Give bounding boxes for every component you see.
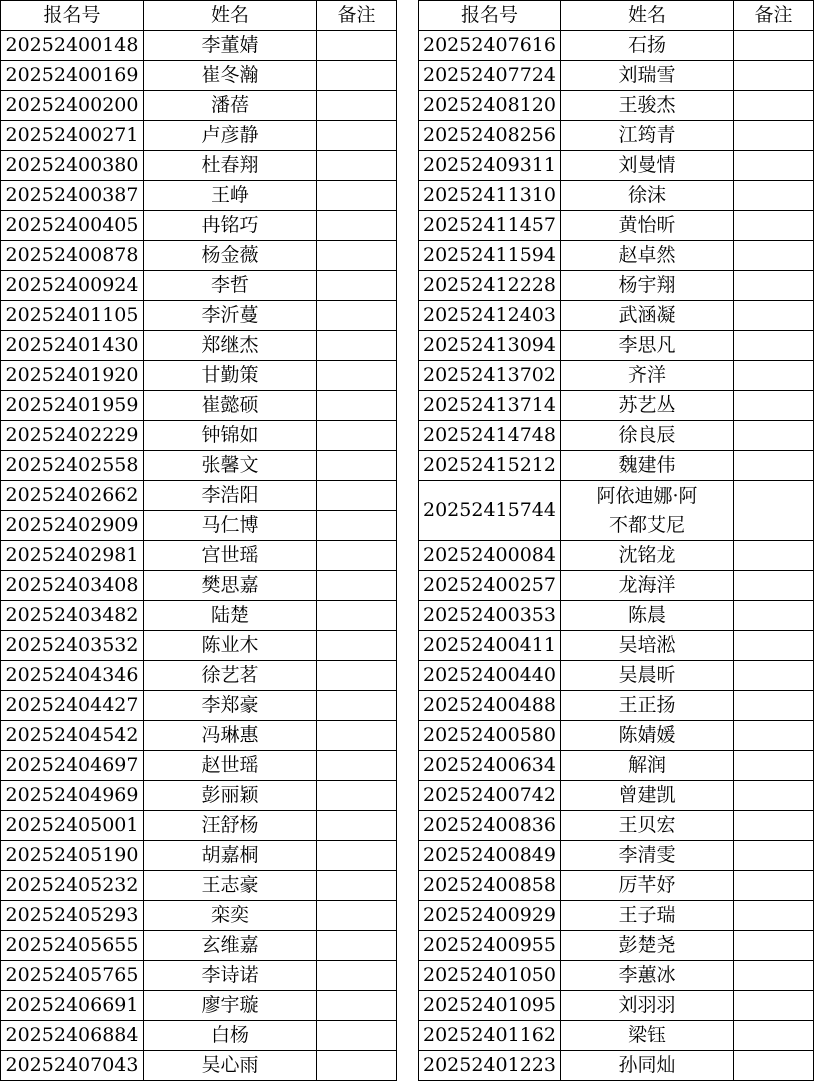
- applicant-id-cell: 20252400858: [419, 871, 561, 901]
- table-row: [419, 661, 814, 691]
- note-cell: [734, 811, 814, 841]
- applicant-name-line: 不都艾尼: [608, 513, 685, 536]
- applicant-name-cell: 潘蓓: [144, 91, 317, 121]
- note-cell: [317, 781, 397, 811]
- applicant-name-cell: 厉芊妤: [561, 871, 734, 901]
- applicant-name-cell: 郑继杰: [144, 331, 317, 361]
- applicant-name-cell: 李沂蔓: [144, 301, 317, 331]
- table-row: [1, 301, 397, 331]
- applicant-id-cell: 20252403408: [1, 571, 144, 601]
- table-row: [1, 571, 397, 601]
- note-cell: [734, 181, 814, 211]
- applicant-id-cell: 20252400405: [1, 211, 144, 241]
- applicant-name-cell: 魏建伟: [561, 451, 734, 481]
- note-cell: [734, 751, 814, 781]
- table-row: [419, 31, 814, 61]
- table-row: [419, 901, 814, 931]
- applicant-name-cell: 杨宇翔: [561, 271, 734, 301]
- table-row: [1, 511, 397, 541]
- applicant-id-cell: 20252400353: [419, 601, 561, 631]
- note-cell: [734, 931, 814, 961]
- applicant-id-cell: 20252407043: [1, 1051, 144, 1081]
- table-row: [1, 91, 397, 121]
- applicant-id-cell: 20252407724: [419, 61, 561, 91]
- applicant-name-cell: 李蕙冰: [561, 961, 734, 991]
- note-cell: [734, 571, 814, 601]
- table-row: [419, 931, 814, 961]
- table-row: [419, 271, 814, 301]
- table-row: [1, 931, 397, 961]
- table-row: [1, 661, 397, 691]
- table-row: [419, 691, 814, 721]
- table-row: [1, 901, 397, 931]
- table-row: [1, 601, 397, 631]
- applicant-id-cell: 20252411310: [419, 181, 561, 211]
- note-cell: [734, 121, 814, 151]
- note-cell: [317, 151, 397, 181]
- applicant-name-cell: 樊思嘉: [144, 571, 317, 601]
- applicant-name-cell: 王子瑞: [561, 901, 734, 931]
- table-row: [419, 601, 814, 631]
- note-cell: [734, 31, 814, 61]
- applicant-id-cell: 20252400924: [1, 271, 144, 301]
- applicant-name-cell: 沈铭龙: [561, 541, 734, 571]
- applicant-id-cell: 20252407616: [419, 31, 561, 61]
- applicant-id-cell: 20252409311: [419, 151, 561, 181]
- applicant-id-cell: 20252405293: [1, 901, 144, 931]
- applicant-id-cell: 20252400257: [419, 571, 561, 601]
- note-cell: [317, 271, 397, 301]
- table-row: [419, 1021, 814, 1051]
- note-cell: [734, 151, 814, 181]
- header-name: 姓名: [561, 1, 734, 31]
- applicant-id-cell: 20252404542: [1, 721, 144, 751]
- note-cell: [317, 991, 397, 1021]
- applicant-name-cell: 李董婧: [144, 31, 317, 61]
- header-note: 备注: [317, 1, 397, 31]
- table-row: [1, 781, 397, 811]
- table-row: [1, 961, 397, 991]
- applicant-name-cell: 甘勤策: [144, 361, 317, 391]
- note-cell: [734, 871, 814, 901]
- note-cell: [317, 721, 397, 751]
- note-cell: [317, 481, 397, 511]
- applicant-name-cell: 李浩阳: [144, 481, 317, 511]
- applicant-id-cell: 20252400271: [1, 121, 144, 151]
- applicant-name-cell: 宫世瑶: [144, 541, 317, 571]
- applicant-id-cell: 20252403532: [1, 631, 144, 661]
- table-row: [1, 991, 397, 1021]
- applicant-name-cell: 汪舒杨: [144, 811, 317, 841]
- applicant-id-cell: 20252414748: [419, 421, 561, 451]
- note-cell: [317, 1021, 397, 1051]
- table-row: [1, 541, 397, 571]
- applicant-name-cell: 王骏杰: [561, 91, 734, 121]
- note-cell: [734, 601, 814, 631]
- applicant-id-cell: 20252401050: [419, 961, 561, 991]
- note-cell: [734, 331, 814, 361]
- applicant-name-cell: 李思凡: [561, 331, 734, 361]
- table-row: [1, 721, 397, 751]
- table-row: [419, 721, 814, 751]
- applicant-name-cell: 卢彦静: [144, 121, 317, 151]
- note-cell: [317, 691, 397, 721]
- applicant-name-cell: 徐艺茗: [144, 661, 317, 691]
- applicant-id-cell: 20252411594: [419, 241, 561, 271]
- table-row: [1, 151, 397, 181]
- applicant-id-cell: 20252412403: [419, 301, 561, 331]
- table-row: [1, 481, 397, 511]
- table-row: [419, 631, 814, 661]
- note-cell: [317, 211, 397, 241]
- applicant-id-cell: 20252401162: [419, 1021, 561, 1051]
- note-cell: [734, 301, 814, 331]
- table-row: [1, 121, 397, 151]
- applicant-id-cell: 20252400440: [419, 661, 561, 691]
- applicant-id-cell: 20252408256: [419, 121, 561, 151]
- applicant-name-cell: 齐洋: [561, 361, 734, 391]
- applicant-id-cell: 20252405655: [1, 931, 144, 961]
- applicant-name-cell: 王贝宏: [561, 811, 734, 841]
- applicant-name-cell: 刘羽羽: [561, 991, 734, 1021]
- applicant-id-cell: 20252400380: [1, 151, 144, 181]
- applicant-name-cell: [561, 481, 734, 541]
- header-name: 姓名: [144, 1, 317, 31]
- applicant-id-cell: 20252400580: [419, 721, 561, 751]
- note-cell: [317, 751, 397, 781]
- note-cell: [317, 571, 397, 601]
- table-row: [1, 811, 397, 841]
- applicant-name-cell: 李哲: [144, 271, 317, 301]
- table-row: [1, 391, 397, 421]
- table-row: [419, 151, 814, 181]
- applicant-id-cell: 20252401095: [419, 991, 561, 1021]
- table-row: [419, 541, 814, 571]
- applicant-id-cell: 20252405001: [1, 811, 144, 841]
- table-row: [1, 421, 397, 451]
- applicant-id-cell: 20252404697: [1, 751, 144, 781]
- applicant-id-cell: 20252415744: [419, 481, 561, 541]
- note-cell: [734, 421, 814, 451]
- applicant-name-cell: 冉铭巧: [144, 211, 317, 241]
- table-row: [1, 211, 397, 241]
- applicant-name-cell: 陈业木: [144, 631, 317, 661]
- applicant-name-cell: 梁钰: [561, 1021, 734, 1051]
- note-cell: [734, 1021, 814, 1051]
- table-row: [1, 331, 397, 361]
- header-id: 报名号: [419, 1, 561, 31]
- table-row: [1, 1051, 397, 1081]
- note-cell: [317, 811, 397, 841]
- applicant-id-cell: 20252408120: [419, 91, 561, 121]
- applicant-id-cell: 20252401223: [419, 1051, 561, 1081]
- applicant-name-cell: 栾奕: [144, 901, 317, 931]
- table-row: [419, 391, 814, 421]
- applicant-name-cell: 冯琳惠: [144, 721, 317, 751]
- applicant-id-cell: 20252405765: [1, 961, 144, 991]
- applicant-name-cell: 胡嘉桐: [144, 841, 317, 871]
- table-row: [419, 211, 814, 241]
- applicant-name-cell: 江筠青: [561, 121, 734, 151]
- applicant-name-cell: 李郑豪: [144, 691, 317, 721]
- table-row: [1, 451, 397, 481]
- applicant-name-cell: 吴心雨: [144, 1051, 317, 1081]
- note-cell: [317, 241, 397, 271]
- note-cell: [734, 91, 814, 121]
- note-cell: [317, 31, 397, 61]
- table-row: [419, 991, 814, 1021]
- applicant-id-cell: 20252400169: [1, 61, 144, 91]
- note-cell: [317, 181, 397, 211]
- table-row: [1, 181, 397, 211]
- note-cell: [317, 91, 397, 121]
- note-cell: [317, 631, 397, 661]
- table-row: [1, 61, 397, 91]
- table-row: [1, 241, 397, 271]
- applicant-id-cell: 20252411457: [419, 211, 561, 241]
- applicant-name-cell: 李清雯: [561, 841, 734, 871]
- note-cell: [734, 961, 814, 991]
- note-cell: [734, 361, 814, 391]
- applicant-id-cell: 20252402662: [1, 481, 144, 511]
- note-cell: [317, 421, 397, 451]
- table-row: [419, 361, 814, 391]
- note-cell: [317, 391, 397, 421]
- note-cell: [734, 691, 814, 721]
- note-cell: [317, 361, 397, 391]
- applicant-id-cell: 20252400955: [419, 931, 561, 961]
- table-row: [1, 841, 397, 871]
- applicant-id-cell: 20252406691: [1, 991, 144, 1021]
- applicant-id-cell: 20252413094: [419, 331, 561, 361]
- applicant-name-cell: 吴培淞: [561, 631, 734, 661]
- table-row: [1, 31, 397, 61]
- applicant-id-cell: 20252404346: [1, 661, 144, 691]
- table-row: [419, 121, 814, 151]
- note-cell: [734, 1051, 814, 1081]
- table-row: [419, 451, 814, 481]
- note-cell: [317, 901, 397, 931]
- table-row: [419, 331, 814, 361]
- applicant-name-cell: 廖宇璇: [144, 991, 317, 1021]
- note-cell: [734, 451, 814, 481]
- applicant-name-cell: 李诗诺: [144, 961, 317, 991]
- applicant-name-cell: 马仁博: [144, 511, 317, 541]
- applicant-id-cell: 20252400148: [1, 31, 144, 61]
- table-row: [1, 271, 397, 301]
- applicant-id-cell: 20252402909: [1, 511, 144, 541]
- applicant-name-cell: 杨金薇: [144, 241, 317, 271]
- note-cell: [317, 331, 397, 361]
- table-row: [419, 961, 814, 991]
- note-cell: [734, 481, 814, 541]
- table-row: [419, 61, 814, 91]
- applicant-name-cell: 王正扬: [561, 691, 734, 721]
- applicant-id-cell: 20252415212: [419, 451, 561, 481]
- note-cell: [734, 991, 814, 1021]
- applicant-id-cell: 20252402558: [1, 451, 144, 481]
- table-row: [1, 361, 397, 391]
- note-cell: [734, 901, 814, 931]
- applicant-name-cell: 黄怡昕: [561, 211, 734, 241]
- applicant-name-cell: 曾建凯: [561, 781, 734, 811]
- applicant-name-cell: 赵卓然: [561, 241, 734, 271]
- applicant-id-cell: 20252400387: [1, 181, 144, 211]
- note-cell: [734, 271, 814, 301]
- roster-table-right: [418, 0, 814, 1081]
- applicant-name-cell: 解润: [561, 751, 734, 781]
- applicant-name-cell: 杜春翔: [144, 151, 317, 181]
- note-cell: [317, 511, 397, 541]
- table-row: [419, 181, 814, 211]
- applicant-id-cell: 20252400929: [419, 901, 561, 931]
- applicant-name-cell: 赵世瑶: [144, 751, 317, 781]
- applicant-name-cell: 武涵凝: [561, 301, 734, 331]
- applicant-name-cell: 白杨: [144, 1021, 317, 1051]
- table-row: [1, 631, 397, 661]
- note-cell: [317, 601, 397, 631]
- applicant-id-cell: 20252400878: [1, 241, 144, 271]
- applicant-id-cell: 20252404969: [1, 781, 144, 811]
- header-note: 备注: [734, 1, 814, 31]
- table-row: [419, 241, 814, 271]
- applicant-name-cell: 陈晨: [561, 601, 734, 631]
- applicant-name-cell: 崔懿硕: [144, 391, 317, 421]
- applicant-name-cell: 苏艺丛: [561, 391, 734, 421]
- applicant-id-cell: 20252400634: [419, 751, 561, 781]
- applicant-id-cell: 20252413714: [419, 391, 561, 421]
- applicant-id-cell: 20252401430: [1, 331, 144, 361]
- applicant-name-cell: 刘瑞雪: [561, 61, 734, 91]
- applicant-id-cell: 20252402981: [1, 541, 144, 571]
- applicant-name-line: 阿依迪娜·阿: [596, 484, 698, 507]
- applicant-id-cell: 20252400849: [419, 841, 561, 871]
- applicant-id-cell: 20252401920: [1, 361, 144, 391]
- applicant-name-cell: 徐沫: [561, 181, 734, 211]
- applicant-name-cell: 龙海洋: [561, 571, 734, 601]
- applicant-name-cell: 王峥: [144, 181, 317, 211]
- applicant-id-cell: 20252402229: [1, 421, 144, 451]
- applicant-id-cell: 20252405232: [1, 871, 144, 901]
- note-cell: [317, 841, 397, 871]
- note-cell: [317, 61, 397, 91]
- table-row: [419, 871, 814, 901]
- table-row: [419, 91, 814, 121]
- table-row: [419, 781, 814, 811]
- table-row: [1, 751, 397, 781]
- applicant-id-cell: 20252406884: [1, 1021, 144, 1051]
- table-row: [419, 481, 814, 541]
- table-row: [419, 841, 814, 871]
- applicant-id-cell: 20252401105: [1, 301, 144, 331]
- applicant-name-cell: 彭丽颖: [144, 781, 317, 811]
- header-row: [1, 1, 397, 31]
- table-row: [419, 811, 814, 841]
- note-cell: [317, 301, 397, 331]
- applicant-id-cell: 20252400084: [419, 541, 561, 571]
- applicant-id-cell: 20252403482: [1, 601, 144, 631]
- note-cell: [734, 241, 814, 271]
- applicant-name-cell: 徐良辰: [561, 421, 734, 451]
- note-cell: [317, 661, 397, 691]
- applicant-name-cell: 陆楚: [144, 601, 317, 631]
- note-cell: [734, 211, 814, 241]
- applicant-name-cell: 刘曼情: [561, 151, 734, 181]
- note-cell: [734, 631, 814, 661]
- table-row: [419, 1051, 814, 1081]
- table-row: [419, 751, 814, 781]
- applicant-id-cell: 20252400200: [1, 91, 144, 121]
- header-id: 报名号: [1, 1, 144, 31]
- applicant-name-cell: 石扬: [561, 31, 734, 61]
- note-cell: [734, 391, 814, 421]
- note-cell: [317, 1051, 397, 1081]
- applicant-id-cell: 20252400836: [419, 811, 561, 841]
- table-row: [1, 871, 397, 901]
- table-row: [419, 571, 814, 601]
- note-cell: [734, 541, 814, 571]
- applicant-name-cell: 孙同灿: [561, 1051, 734, 1081]
- applicant-name-cell: 吴晨昕: [561, 661, 734, 691]
- applicant-id-cell: 20252413702: [419, 361, 561, 391]
- applicant-id-cell: 20252400488: [419, 691, 561, 721]
- note-cell: [734, 661, 814, 691]
- applicant-id-cell: 20252400411: [419, 631, 561, 661]
- header-row: [419, 1, 814, 31]
- applicant-id-cell: 20252400742: [419, 781, 561, 811]
- applicant-name-cell: 玄维嘉: [144, 931, 317, 961]
- roster-table-left: [0, 0, 397, 1081]
- applicant-id-cell: 20252401959: [1, 391, 144, 421]
- applicant-name-cell: 张馨文: [144, 451, 317, 481]
- note-cell: [734, 61, 814, 91]
- note-cell: [317, 961, 397, 991]
- note-cell: [317, 121, 397, 151]
- note-cell: [317, 541, 397, 571]
- note-cell: [734, 781, 814, 811]
- applicant-name-cell: 崔冬瀚: [144, 61, 317, 91]
- applicant-id-cell: 20252412228: [419, 271, 561, 301]
- table-row: [1, 691, 397, 721]
- applicant-name-cell: 钟锦如: [144, 421, 317, 451]
- note-cell: [317, 931, 397, 961]
- table-row: [1, 1021, 397, 1051]
- applicant-name-cell: 王志豪: [144, 871, 317, 901]
- note-cell: [734, 841, 814, 871]
- applicant-id-cell: 20252405190: [1, 841, 144, 871]
- note-cell: [317, 871, 397, 901]
- table-row: [419, 301, 814, 331]
- applicant-name-cell: 陈婧媛: [561, 721, 734, 751]
- table-row: [419, 421, 814, 451]
- note-cell: [317, 451, 397, 481]
- note-cell: [734, 721, 814, 751]
- applicant-id-cell: 20252404427: [1, 691, 144, 721]
- applicant-name-cell: 彭楚尧: [561, 931, 734, 961]
